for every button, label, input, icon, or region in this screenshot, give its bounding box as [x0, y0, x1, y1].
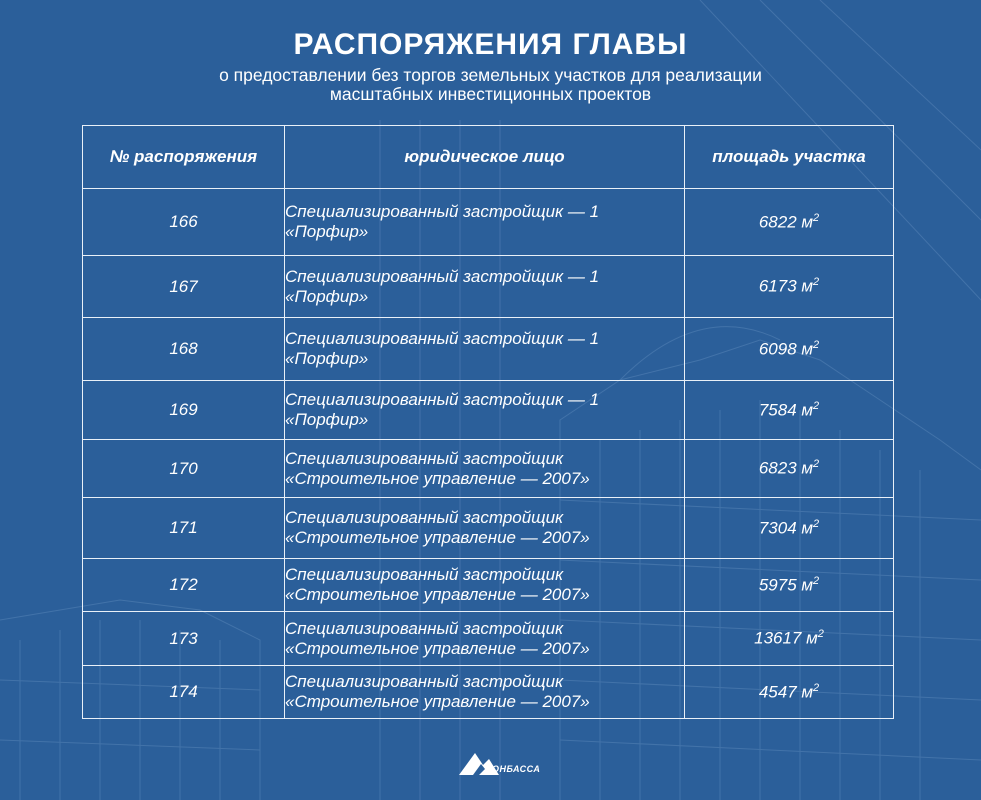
entity-brand: «Порфир» — [285, 286, 369, 306]
table-row — [83, 440, 894, 498]
order-number: 166 — [83, 189, 285, 256]
legal-entity — [285, 612, 685, 666]
area-value: 6823 м — [758, 458, 814, 478]
area-value: 6098 м — [758, 339, 814, 359]
header-plot-area: площадь участка — [685, 126, 894, 189]
area-value: 7584 м — [758, 400, 814, 420]
area-value: 5975 м — [758, 575, 814, 595]
orders-table — [82, 125, 894, 719]
plot-area — [685, 318, 894, 381]
area-unit-exponent: 2 — [813, 681, 820, 694]
subtitle-line-2: масштабных инвестиционных проектов — [329, 84, 652, 104]
header-order-number: № распоряжения — [83, 126, 285, 189]
page-title: РАСПОРЯЖЕНИЯ ГЛАВЫ — [293, 28, 688, 61]
page-subtitle — [150, 66, 831, 104]
header-legal-entity: юридическое лицо — [285, 126, 685, 189]
table-row — [83, 318, 894, 381]
entity-name: Специализированный застройщик — [285, 618, 564, 638]
entity-name: Специализированный застройщик — 1 — [285, 202, 600, 221]
legal-entity — [285, 666, 685, 719]
entity-name: Специализированный застройщик — 1 — [285, 266, 600, 286]
entity-brand: «Строительное управление — 2007» — [285, 585, 590, 604]
entity-brand: «Строительное управление — 2007» — [285, 692, 590, 711]
area-unit-exponent: 2 — [813, 458, 820, 471]
legal-entity — [285, 189, 685, 256]
entity-name: Специализированный застройщик — [285, 448, 564, 468]
entity-brand: «Порфир» — [285, 222, 369, 241]
table-row — [83, 256, 894, 318]
area-value: 6822 м — [758, 212, 814, 232]
legal-entity — [285, 559, 685, 612]
area-unit-exponent: 2 — [813, 517, 820, 530]
order-number: 171 — [83, 498, 285, 559]
order-number: 169 — [83, 381, 285, 440]
legal-entity — [285, 318, 685, 381]
order-number: 173 — [83, 612, 285, 666]
plot-area — [685, 559, 894, 612]
entity-brand: «Строительное управление — 2007» — [285, 528, 590, 547]
entity-brand: «Строительное управление — 2007» — [285, 468, 590, 488]
table-row — [83, 381, 894, 440]
entity-name: Специализированный застройщик — [285, 565, 564, 584]
plot-area — [685, 189, 894, 256]
table-row — [83, 559, 894, 612]
table-row — [83, 666, 894, 719]
area-unit-exponent: 2 — [813, 399, 820, 412]
legal-entity — [285, 256, 685, 318]
logo-text: ДОНБАССА — [485, 764, 541, 774]
entity-name: Специализированный застройщик — 1 — [285, 390, 600, 409]
table-row — [83, 498, 894, 559]
area-unit-exponent: 2 — [813, 574, 820, 587]
entity-brand: «Порфир» — [285, 349, 369, 368]
legal-entity — [285, 440, 685, 498]
order-number: 170 — [83, 440, 285, 498]
subtitle-line-1: о предоставлении без торгов земельных участков для реализации — [219, 65, 762, 85]
plot-area — [685, 498, 894, 559]
plot-area — [685, 381, 894, 440]
plot-area — [685, 256, 894, 318]
plot-area — [685, 440, 894, 498]
entity-name: Специализированный застройщик — [285, 508, 564, 527]
table-header-row — [83, 126, 894, 189]
table-row — [83, 189, 894, 256]
area-value: 13617 м — [754, 628, 818, 648]
table-row — [83, 612, 894, 666]
plot-area — [685, 666, 894, 719]
entity-brand: «Строительное управление — 2007» — [285, 638, 590, 658]
area-value: 7304 м — [758, 518, 814, 538]
area-value: 6173 м — [758, 276, 814, 296]
legal-entity — [285, 381, 685, 440]
order-number: 174 — [83, 666, 285, 719]
plot-area — [685, 612, 894, 666]
area-unit-exponent: 2 — [813, 276, 820, 289]
entity-name: Специализированный застройщик — 1 — [285, 329, 600, 348]
order-number: 168 — [83, 318, 285, 381]
area-value: 4547 м — [758, 682, 814, 702]
legal-entity — [285, 498, 685, 559]
entity-brand: «Порфир» — [285, 410, 369, 429]
area-unit-exponent: 2 — [817, 628, 824, 641]
order-number: 167 — [83, 256, 285, 318]
entity-name: Специализированный застройщик — [285, 672, 564, 691]
area-unit-exponent: 2 — [813, 211, 820, 224]
area-unit-exponent: 2 — [813, 338, 820, 351]
order-number: 172 — [83, 559, 285, 612]
